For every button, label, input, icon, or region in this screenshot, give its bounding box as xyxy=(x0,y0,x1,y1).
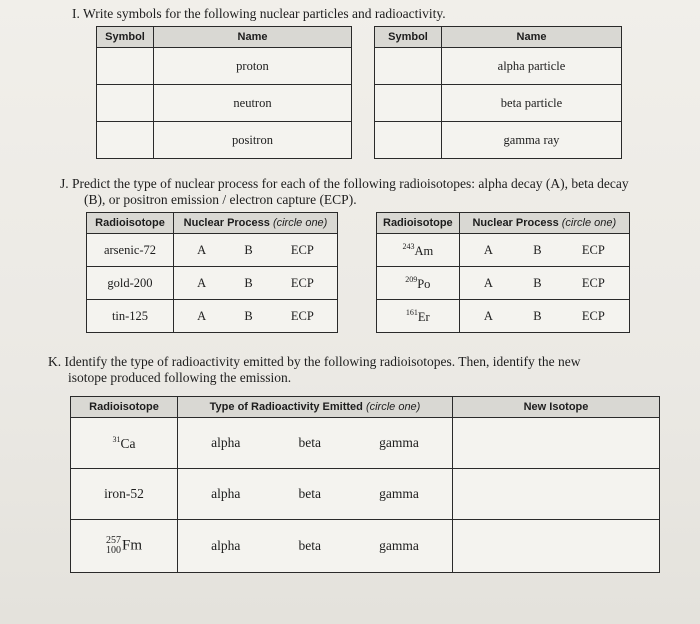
choice-ecp[interactable]: ECP xyxy=(581,308,605,323)
choice-b[interactable]: B xyxy=(533,275,542,290)
isotope-cell: iron-52 xyxy=(71,469,178,520)
choice-beta[interactable]: beta xyxy=(298,435,321,450)
col-radioisotope: Radioisotope xyxy=(71,397,178,418)
symbol-cell[interactable] xyxy=(375,48,442,85)
choice-a[interactable]: A xyxy=(483,275,493,290)
choice-ecp[interactable]: ECP xyxy=(290,275,314,290)
name-cell: gamma ray xyxy=(442,122,622,159)
col-process: Nuclear Process (circle one) xyxy=(459,213,629,234)
symbol-cell[interactable] xyxy=(97,48,154,85)
isotope-cell: tin-125 xyxy=(87,300,174,333)
choice-cell xyxy=(178,418,453,469)
choice-ecp[interactable]: ECP xyxy=(581,275,605,290)
choice-a[interactable]: A xyxy=(197,308,207,323)
choice-cell xyxy=(174,300,338,333)
isotope-cell: 257 100 Fm xyxy=(71,520,178,573)
choice-b[interactable]: B xyxy=(244,308,253,323)
process-table-right xyxy=(376,212,630,333)
choice-alpha[interactable]: alpha xyxy=(211,538,241,553)
choice-a[interactable]: A xyxy=(197,242,207,257)
choice-b[interactable]: B xyxy=(533,242,542,257)
col-symbol: Symbol xyxy=(97,27,154,48)
col-name: Name xyxy=(154,27,352,48)
choice-ecp[interactable]: ECP xyxy=(290,242,314,257)
choice-cell xyxy=(459,300,629,333)
col-new-isotope: New Isotope xyxy=(453,397,660,418)
section-j-heading: J. Predict the type of nuclear process for each of the following radioisotopes: alpha decay (A), beta decay (B), or positron emission / electron capture (ECP). xyxy=(60,176,629,207)
isotope-cell: $^{243}$Am xyxy=(377,234,460,267)
new-isotope-cell[interactable] xyxy=(453,469,660,520)
name-cell: alpha particle xyxy=(442,48,622,85)
choice-ecp[interactable]: ECP xyxy=(581,242,605,257)
choice-cell xyxy=(178,469,453,520)
choice-b[interactable]: B xyxy=(244,275,253,290)
col-symbol: Symbol xyxy=(375,27,442,48)
section-k-heading: K. Identify the type of radioactivity emitted by the following radioisotopes. Then, identify the new isotope produced following the emission. xyxy=(48,354,581,385)
choice-a[interactable]: A xyxy=(483,308,493,323)
col-type: Type of Radioactivity Emitted (circle one) xyxy=(178,397,453,418)
choice-b[interactable]: B xyxy=(244,242,253,257)
choice-cell xyxy=(174,267,338,300)
name-cell: neutron xyxy=(154,85,352,122)
col-name: Name xyxy=(442,27,622,48)
choice-cell xyxy=(174,234,338,267)
choice-a[interactable]: A xyxy=(197,275,207,290)
section-i-heading: I. Write symbols for the following nuclear particles and radioactivity. xyxy=(72,6,446,21)
isotope-cell: $^{161}$Er xyxy=(377,300,460,333)
isotope-cell: $^{31}$Ca xyxy=(71,418,178,469)
choice-a[interactable]: A xyxy=(483,242,493,257)
radioactivity-table xyxy=(70,396,660,573)
isotope-cell: gold-200 xyxy=(87,267,174,300)
choice-alpha[interactable]: alpha xyxy=(211,435,241,450)
symbol-cell[interactable] xyxy=(97,85,154,122)
choice-alpha[interactable]: alpha xyxy=(211,486,241,501)
choice-cell xyxy=(459,234,629,267)
choice-cell xyxy=(459,267,629,300)
choice-cell xyxy=(178,520,453,573)
particles-table-right xyxy=(374,26,622,159)
col-radioisotope: Radioisotope xyxy=(377,213,460,234)
symbol-cell[interactable] xyxy=(375,85,442,122)
particles-table-left xyxy=(96,26,352,159)
choice-beta[interactable]: beta xyxy=(298,486,321,501)
choice-beta[interactable]: beta xyxy=(298,538,321,553)
name-cell: beta particle xyxy=(442,85,622,122)
isotope-cell: $^{209}$Po xyxy=(377,267,460,300)
symbol-cell[interactable] xyxy=(375,122,442,159)
isotope-cell: arsenic-72 xyxy=(87,234,174,267)
name-cell: positron xyxy=(154,122,352,159)
choice-gamma[interactable]: gamma xyxy=(379,486,419,501)
choice-b[interactable]: B xyxy=(533,308,542,323)
choice-ecp[interactable]: ECP xyxy=(290,308,314,323)
symbol-cell[interactable] xyxy=(97,122,154,159)
col-process: Nuclear Process (circle one) xyxy=(174,213,338,234)
col-radioisotope: Radioisotope xyxy=(87,213,174,234)
new-isotope-cell[interactable] xyxy=(453,520,660,573)
new-isotope-cell[interactable] xyxy=(453,418,660,469)
process-table-left xyxy=(86,212,338,333)
choice-gamma[interactable]: gamma xyxy=(379,435,419,450)
name-cell: proton xyxy=(154,48,352,85)
choice-gamma[interactable]: gamma xyxy=(379,538,419,553)
